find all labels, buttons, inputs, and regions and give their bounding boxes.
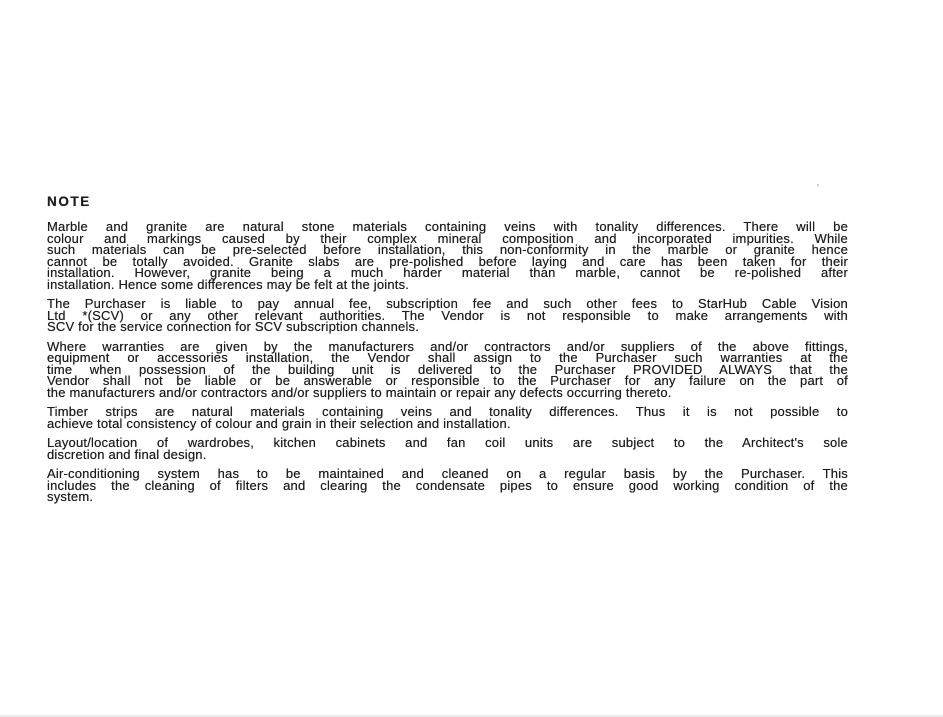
- text-line: Air-conditioning system has to be maintained and cleaned on a regular basis by the Purchaser. This: [47, 466, 848, 481]
- text-line: The Purchaser is liable to pay annual fee, subscription fee and such other fees to StarHub Cable Vision: [47, 296, 848, 311]
- text-line: achieve total consistency of colour and grain in their selection and installation.: [47, 415, 511, 431]
- paragraph-marble-granite: [47, 221, 848, 290]
- text-line: discretion and final design.: [47, 446, 207, 462]
- paragraph-layout-location: [47, 437, 848, 460]
- text-line: installation. However, granite being a much harder material than marble, cannot be re-polished after: [47, 265, 848, 280]
- text-line: such materials can be pre-selected before installation, this non-conformity in the marble or granite hence: [47, 242, 848, 257]
- text-line: Layout/location of wardrobes, kitchen cabinets and fan coil units are subject to the Architect's sole: [47, 435, 848, 450]
- text-line: installation. Hence some differences may be felt at the joints.: [47, 276, 410, 292]
- text-line: the manufacturers and/or contractors and/or suppliers to maintain or repair any defects occurring thereto.: [47, 384, 672, 400]
- text-line: colour and markings caused by their complex mineral composition and incorporated impurities. While: [47, 230, 848, 246]
- text-line: cannot be totally avoided. Granite slabs are pre-polished before laying and care has been taken for their: [47, 253, 848, 269]
- text-line: equipment or accessories installation, the Vendor shall assign to the Purchaser such warranties at the: [47, 350, 848, 365]
- stray-mark: ': [817, 183, 819, 194]
- text-line: time when possession of the building unit is delivered to the Purchaser PROVIDED ALWAYS that the: [47, 361, 848, 377]
- paragraph-purchaser-fees: [47, 298, 848, 333]
- text-line: Where warranties are given by the manufacturers and/or contractors and/or suppliers of the above fittings,: [47, 338, 848, 354]
- paragraph-warranties: [47, 338, 848, 400]
- note-section: [47, 196, 848, 511]
- note-heading: NOTE: [47, 194, 91, 209]
- text-line: includes the cleaning of filters and clearing the condensate pipes to ensure good working condition of the: [47, 477, 848, 493]
- text-line: Vendor shall not be liable or be answerable or responsible to the Purchaser for any failure on the part of: [47, 373, 848, 388]
- text-line: SCV for the service connection for SCV subscription channels.: [47, 319, 420, 334]
- text-line: Ltd *(SCV) or any other relevant authorities. The Vendor is not responsible to make arrangements with: [47, 307, 848, 323]
- text-line: system.: [47, 489, 94, 504]
- text-line: Marble and granite are natural stone materials containing veins with tonality differences. There will be: [47, 219, 848, 234]
- text-line: Timber strips are natural materials containing veins and tonality differences. Thus it is not possible to: [47, 404, 848, 419]
- paragraph-air-conditioning: [47, 468, 848, 503]
- paragraph-timber-strips: [47, 406, 848, 429]
